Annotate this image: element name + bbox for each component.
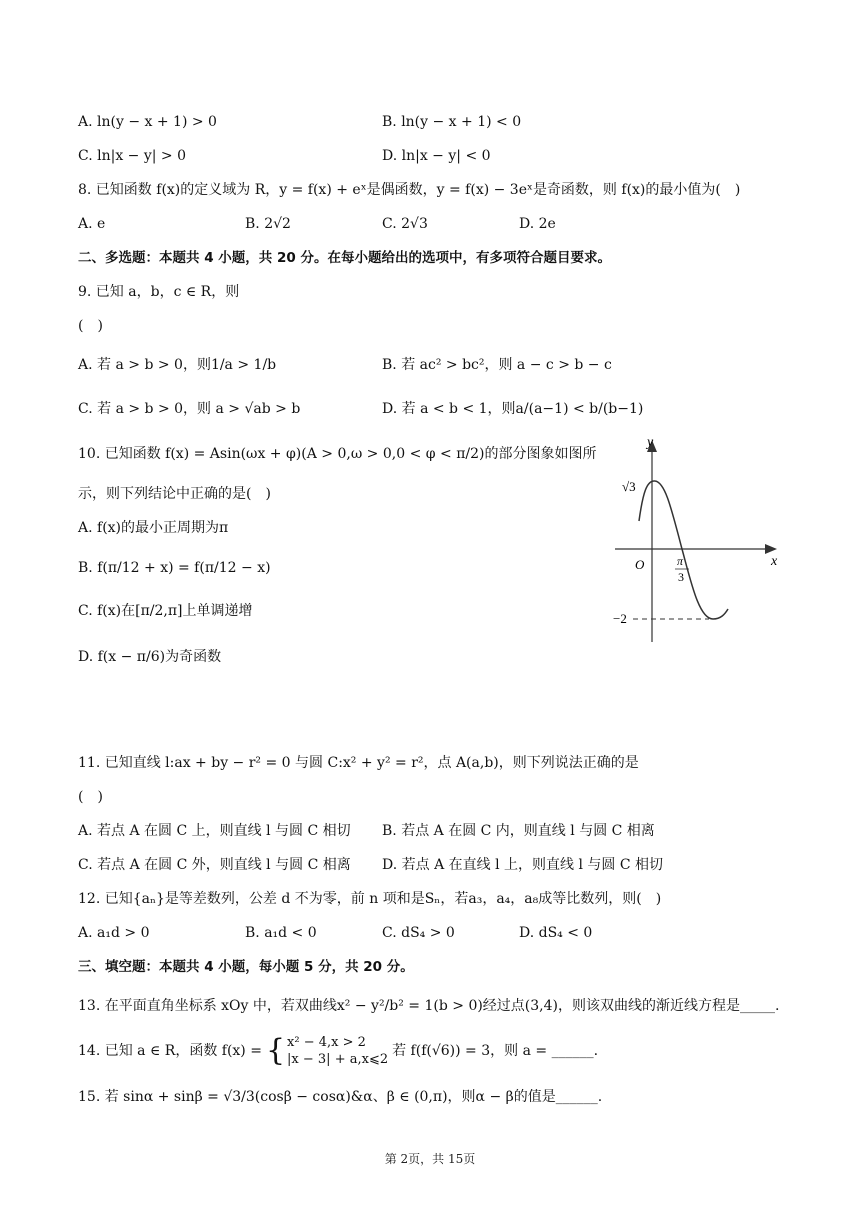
q11-option-d: D. 若点 A 在直线 l 上，则直线 l 与圆 C 相切 <box>382 857 664 873</box>
origin-label: O <box>635 557 645 572</box>
q7-option-b: B. ln(y − x + 1) < 0 <box>382 114 522 130</box>
q9-option-d: D. 若 a < b < 1，则a/(a−1) < b/(b−1) <box>382 401 644 417</box>
q12-option-c: C. dS₄ > 0 <box>382 925 455 941</box>
three-label: 3 <box>678 570 684 584</box>
pi-label: π <box>677 554 684 568</box>
q9-option-a: A. 若 a > b > 0，则1/a > 1/b <box>78 357 277 373</box>
q13-stem: 13. 在平面直角坐标系 xOy 中，若双曲线x² − y²/b² = 1(b > 0)经过点(3,4)，则该双曲线的渐近线方程是_____. <box>78 998 780 1014</box>
x-axis-label: x <box>771 554 778 569</box>
q9-option-c: C. 若 a > b > 0，则 a > √ab > b <box>78 401 301 417</box>
q14-suffix: 若 f(f(√6)) = 3，则 a = ______. <box>392 1043 599 1059</box>
q14-case-2: |x − 3| + a,x⩽2 <box>287 1052 389 1067</box>
q11-option-a: A. 若点 A 在圆 C 上，则直线 l 与圆 C 相切 <box>78 823 351 839</box>
q8-option-d: D. 2e <box>519 216 556 232</box>
q11-stem: 11. 已知直线 l:ax + by − r² = 0 与圆 C:x² + y² = r²，点 A(a,b)，则下列说法正确的是 <box>78 755 639 771</box>
x-axis-arrow <box>765 544 777 554</box>
q7-option-a: A. ln(y − x + 1) > 0 <box>78 114 217 130</box>
q8-stem: 8. 已知函数 f(x)的定义域为 R，y = f(x) + eˣ是偶函数，y = f(x) − 3eˣ是奇函数，则 f(x)的最小值为( ) <box>78 182 741 198</box>
q9-answer-paren: ( ) <box>78 318 103 334</box>
q7-option-c: C. ln|x − y| > 0 <box>78 148 187 164</box>
page-footer: 第 2页，共 15页 <box>384 1152 476 1166</box>
q14-stem <box>78 1034 598 1068</box>
y-axis-label: y <box>647 435 654 450</box>
q12-option-b: B. a₁d < 0 <box>245 925 317 941</box>
q15-stem: 15. 若 sinα + sinβ = √3/3(cosβ − cosα)&α、β ∈ (0,π)，则α − β的值是______. <box>78 1089 603 1105</box>
section-heading-fill-in: 三、填空题：本题共 4 小题，每小题 5 分，共 20 分。 <box>78 959 414 975</box>
q10-stem-line1: 10. 已知函数 f(x) = Asin(ωx + φ)(A > 0,ω > 0,0 < φ < π/2)的部分图象如图所 <box>78 446 597 462</box>
q8-option-b: B. 2√2 <box>245 216 291 232</box>
q9-option-b: B. 若 ac² > bc²，则 a − c > b − c <box>382 357 612 373</box>
q7-option-d: D. ln|x − y| < 0 <box>382 148 491 164</box>
q11-option-b: B. 若点 A 在圆 C 内，则直线 l 与圆 C 相离 <box>382 823 655 839</box>
neg2-label: −2 <box>613 611 627 626</box>
q10-sine-graph <box>605 432 795 647</box>
q10-stem-line2: 示，则下列结论中正确的是( ) <box>78 486 271 502</box>
q11-answer-paren: ( ) <box>78 789 103 805</box>
q12-stem: 12. 已知{aₙ}是等差数列，公差 d 不为零，前 n 项和是Sₙ，若a₃，a₄，a₈成等比数列，则( ) <box>78 891 662 907</box>
q8-option-a: A. e <box>78 216 106 232</box>
section-heading-multi-choice: 二、多选题：本题共 4 小题，共 20 分。在每小题给出的选项中，有多项符合题目要求。 <box>78 250 611 266</box>
q11-option-c: C. 若点 A 在圆 C 外，则直线 l 与圆 C 相离 <box>78 857 351 873</box>
q12-option-a: A. a₁d > 0 <box>78 925 150 941</box>
q14-brace: { <box>265 1033 286 1068</box>
q10-option-b: B. f(π/12 + x) = f(π/12 − x) <box>78 560 271 576</box>
q12-option-d: D. dS₄ < 0 <box>519 925 593 941</box>
q14-cases <box>287 1034 388 1068</box>
q10-option-c: C. f(x)在[π/2,π]上单调递增 <box>78 603 253 619</box>
sqrt3-label: √3 <box>622 479 636 494</box>
q8-option-c: C. 2√3 <box>382 216 428 232</box>
q10-option-d: D. f(x − π/6)为奇函数 <box>78 649 222 665</box>
q14-prefix: 14. 已知 a ∈ R，函数 f(x) = <box>78 1043 262 1059</box>
q14-case-1: x² − 4,x > 2 <box>287 1035 366 1050</box>
q10-option-a: A. f(x)的最小正周期为π <box>78 520 229 536</box>
q9-stem: 9. 已知 a，b，c ∈ R，则 <box>78 284 240 300</box>
